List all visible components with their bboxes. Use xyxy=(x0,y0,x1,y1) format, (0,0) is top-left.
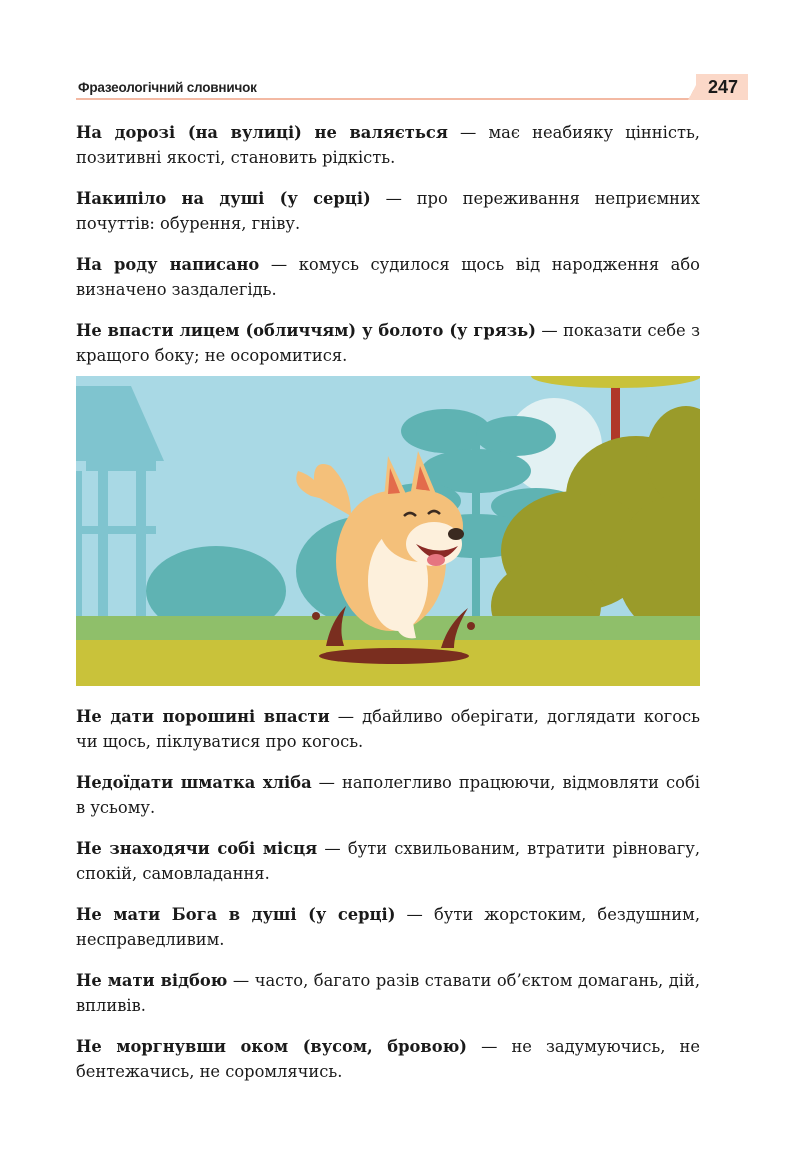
entry-item xyxy=(76,319,700,368)
entry-definition: — показати себе з кращого боку; не осоромитися. xyxy=(76,321,700,365)
entry-definition: — бути жорстоким, бездушним, несправедливим. xyxy=(76,905,700,949)
page-number-box xyxy=(696,74,748,100)
section-title: Фразеологічний словничок xyxy=(78,80,257,95)
entry-definition: — дбайливо оберігати, доглядати когось чи щось, піклуватися про когось. xyxy=(76,707,700,751)
entry-item xyxy=(76,903,700,952)
entry-term: На роду написано xyxy=(76,255,260,274)
entry-item xyxy=(76,837,700,886)
entry-definition: — бути схвильованим, втратити рівновагу, спокій, самовладання. xyxy=(76,839,700,883)
page-header xyxy=(76,74,748,102)
entry-term: Не впасти лицем (обличчям) у болото (у грязь) xyxy=(76,321,536,340)
header-rule xyxy=(76,98,748,100)
entry-term: Не мати відбою xyxy=(76,971,228,990)
entry-term: Не мати Бога в душі (у серці) xyxy=(76,905,396,924)
entry-definition: — не задумуючись, не бентежачись, не соромлячись. xyxy=(76,1037,700,1081)
entry-definition: — комусь судилося щось від народження або визначено заздалегідь. xyxy=(76,255,700,299)
entry-term: На дорозі (на вулиці) не валяється xyxy=(76,123,448,142)
entry-definition: — часто, багато разів ставати об’єктом домагань, дій, впливів. xyxy=(76,971,701,1015)
entry-term: Не знаходячи собі місця xyxy=(76,839,318,858)
entry-item xyxy=(76,771,700,820)
dog-in-mud-illustration xyxy=(76,376,700,686)
entry-item xyxy=(76,121,700,170)
entry-term: Недоїдати шматка хліба xyxy=(76,773,312,792)
entry-item xyxy=(76,1035,700,1084)
dog-tongue xyxy=(427,554,445,566)
page-number: 247 xyxy=(707,77,738,97)
entry-definition: — має неабияку цінність, позитивні якості, становить рідкість. xyxy=(76,123,700,167)
entry-definition: — про переживання неприємних почуттів: обурення, гніву. xyxy=(76,189,700,233)
entry-item xyxy=(76,253,700,302)
dog-nose xyxy=(448,528,464,540)
entry-item xyxy=(76,187,700,236)
entry-term: Накипіло на душі (у серці) xyxy=(76,189,371,208)
entry-term: Не моргнувши оком (вусом, бровою) xyxy=(76,1037,467,1056)
mud-puddle xyxy=(319,648,469,664)
entry-item xyxy=(76,969,700,1018)
entry-definition: — наполегливо працюючи, відмовляти собі в усьому. xyxy=(76,773,700,817)
entry-item xyxy=(76,705,700,754)
entry-term: Не дати порошині впасти xyxy=(76,707,330,726)
